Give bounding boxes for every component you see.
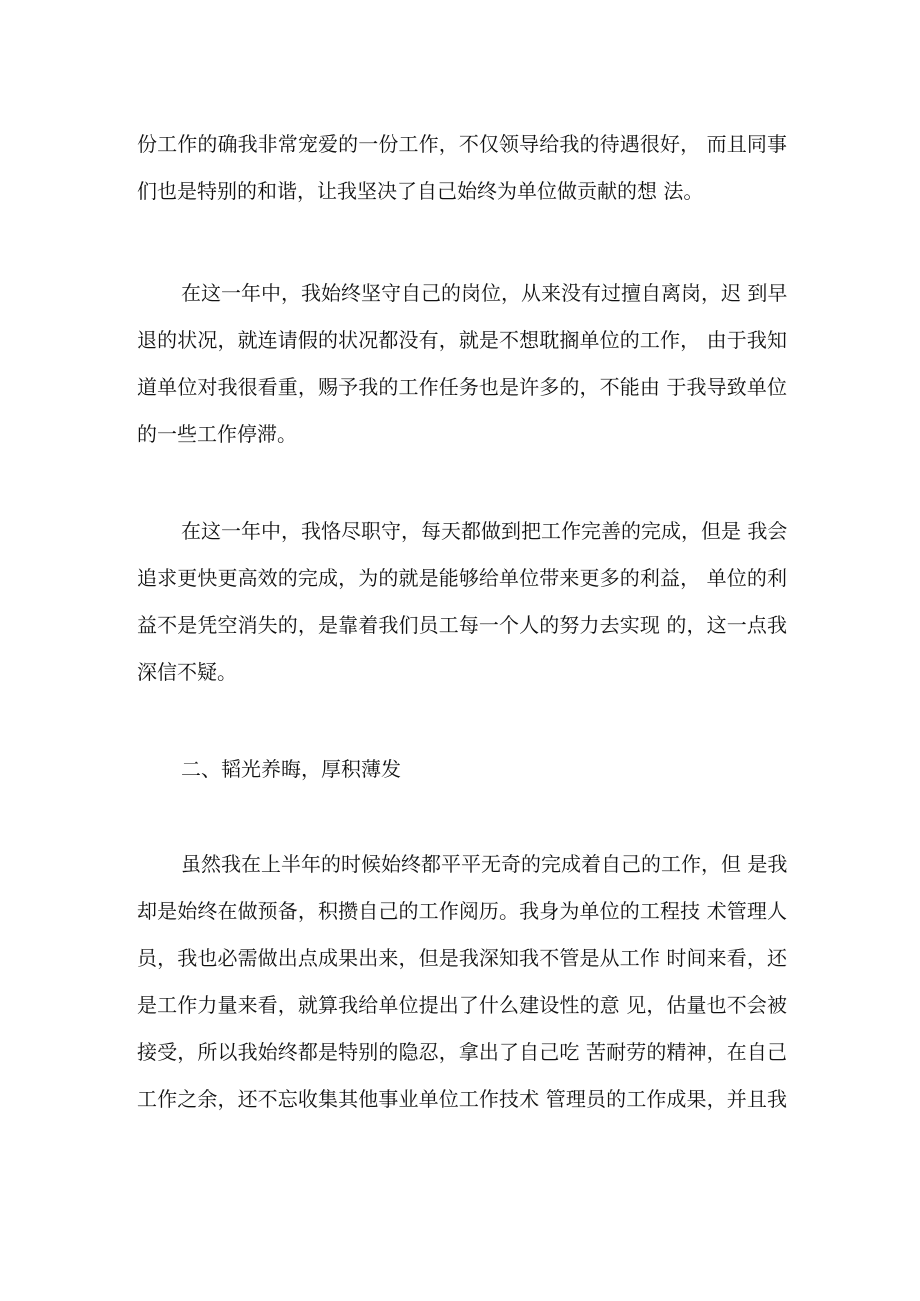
text-line: 退的状况，就连请假的状况都没有，就是不想耽搁单位的工作， 由于我知: [137, 328, 787, 352]
text-line: 员，我也必需做出点成果出来，但是我深知我不管是从工作 时间来看，还: [137, 946, 787, 970]
section-heading: [137, 746, 787, 793]
text-line: 在这一年中，我恪尽职守，每天都做到把工作完善的完成，但是 我会: [181, 519, 788, 543]
text-line: 们也是特别的和谐，让我坚决了自己始终为单位做贡献的想 法。: [137, 179, 704, 203]
text-line: 虽然我在上半年的时候始终都平平无奇的完成着自己的工作，但 是我: [181, 852, 788, 876]
paragraph-1: [137, 121, 787, 215]
paragraph-2: [137, 270, 787, 458]
heading-text: 二、韬光养晦，厚积薄发: [181, 757, 401, 781]
paragraph-4: [137, 841, 787, 1123]
text-line: 在这一年中，我始终坚守自己的岗位，从来没有过擅自离岗，迟 到早: [181, 281, 788, 305]
text-line: 工作之余，还不忘收集其他事业单位工作技术 管理员的工作成果，并且我: [137, 1087, 787, 1111]
text-line: 道单位对我很看重，赐予我的工作任务也是许多的，不能由 于我导致单位: [137, 375, 787, 399]
text-line: 份工作的确我非常宠爱的一份工作，不仅领导给我的待遇很好， 而且同事: [137, 132, 787, 156]
text-line: 追求更快更高效的完成，为的就是能够给单位带来更多的利益， 单位的利: [137, 566, 787, 590]
paragraph-3: [137, 508, 787, 696]
text-line: 是工作力量来看，就算我给单位提出了什么建设性的意 见，估量也不会被: [137, 993, 787, 1017]
text-line: 的一些工作停滞。: [137, 422, 297, 446]
text-line: 益不是凭空消失的，是靠着我们员工每一个人的努力去实现 的，这一点我: [137, 613, 787, 637]
text-line: 却是始终在做预备，积攒自己的工作阅历。我身为单位的工程技 术管理人: [137, 899, 787, 923]
text-line: 接受，所以我始终都是特别的隐忍，拿出了自己吃 苦耐劳的精神，在自己: [137, 1040, 787, 1064]
text-line: 深信不疑。: [137, 660, 237, 684]
